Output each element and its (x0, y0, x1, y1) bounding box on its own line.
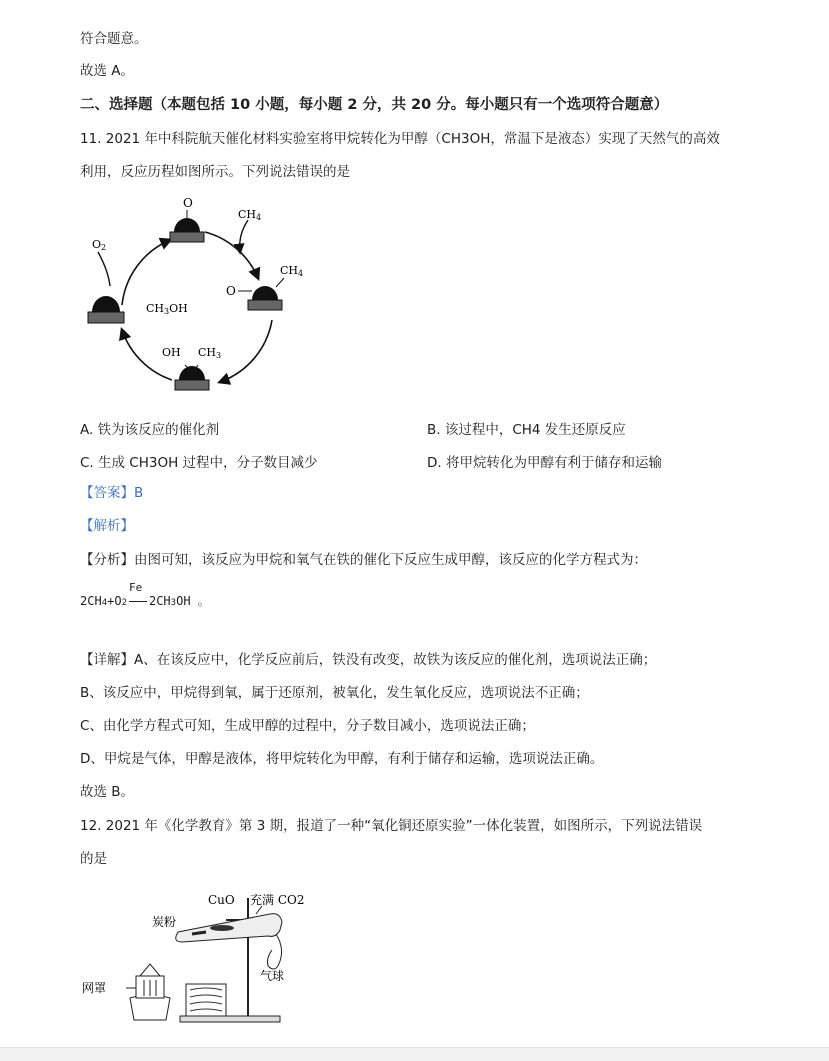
catalyst-dome-left (88, 296, 124, 323)
detail-a: 【详解】A、在该反应中，化学反应前后，铁没有改变，故铁为该反应的催化剂，选项说法正确； (80, 652, 657, 668)
label-co2: 充满 CO2 (250, 893, 305, 907)
text-line: 故选 A。 (80, 63, 135, 79)
reaction-cycle-figure (80, 190, 340, 410)
bottom-bar (0, 1047, 829, 1061)
apparatus-figure (80, 880, 340, 1030)
question-11-text: 11. 2021 年中科院航天催化材料实验室将甲烷转化为甲醇（CH3OH，常温下是液态）实现了天然气的高效 (80, 131, 720, 147)
label-oh: OH (162, 346, 181, 359)
catalyst-dome-top (170, 210, 204, 242)
text-line: 符合题意。 (80, 31, 148, 47)
eq-sub2: 2 (121, 598, 127, 608)
label-ch4-in: CH4 (238, 208, 262, 222)
answer-line: 【答案】B (80, 485, 144, 501)
eq-catalyst: Fe (128, 581, 143, 594)
label-qiuqiu: 气球 (260, 969, 285, 983)
chemical-equation (80, 581, 210, 609)
section-heading: 二、选择题（本题包括 10 小题，每小题 2 分，共 20 分。每小题只有一个选项符合题意） (80, 97, 669, 113)
label-ch3oh: CH3OH (146, 302, 188, 316)
eq-sub3: 3 (170, 598, 177, 608)
label-ch4-right: CH4 (280, 264, 304, 278)
option-b: B. 该过程中，CH4 发生还原反应 (427, 422, 626, 438)
fenxi-text: 【分析】由图可知，该反应为甲烷和氧气在铁的催化下反应生成甲醇，该反应的化学方程式为： (80, 552, 647, 568)
option-c: C. 生成 CH3OH 过程中，分子数目减少 (80, 455, 318, 471)
question-12-text: 12. 2021 年《化学教育》第 3 期，报道了一种“氧化铜还原实验”一体化装置，如图所示，下列说法错误 (80, 818, 703, 834)
detail-b: B、该反应中，甲烷得到氧，属于还原剂，被氧化，发生氧化反应，选项说法不正确； (80, 685, 589, 701)
label-ch3: CH3 (198, 346, 222, 360)
option-d: D. 将甲烷转化为甲醇有利于储存和运输 (427, 455, 662, 471)
option-a: A. 铁为该反应的催化剂 (80, 422, 220, 438)
label-o-top: O (183, 196, 193, 210)
eq-end: OH 。 (176, 594, 210, 608)
label-o-right: O (226, 284, 236, 298)
question-11-text: 利用，反应历程如图所示。下列说法错误的是 (80, 164, 350, 180)
detail-d: D、甲烷是气体，甲醇是液体，将甲烷转化为甲醇，有利于储存和运输，选项说法正确。 (80, 751, 604, 767)
eq-right: 2CH (148, 594, 171, 608)
eq-sub4: 4 (101, 598, 108, 608)
select-line: 故选 B。 (80, 784, 135, 800)
detail-c: C、由化学方程式可知，生成甲醇的过程中，分子数目减小，选项说法正确； (80, 718, 535, 734)
catalyst-dome-right (238, 278, 284, 310)
catalyst-dome-bottom (175, 365, 209, 390)
analysis-heading: 【解析】 (80, 518, 134, 534)
label-wangzhao: 网罩 (82, 981, 107, 995)
label-cuo: CuO (208, 893, 235, 907)
question-12-text: 的是 (80, 851, 107, 867)
label-o2: O2 (92, 238, 107, 252)
eq-plus: +O (107, 594, 122, 608)
eq-left: 2CH (80, 594, 102, 608)
label-tanfen: 炭粉 (152, 915, 177, 929)
